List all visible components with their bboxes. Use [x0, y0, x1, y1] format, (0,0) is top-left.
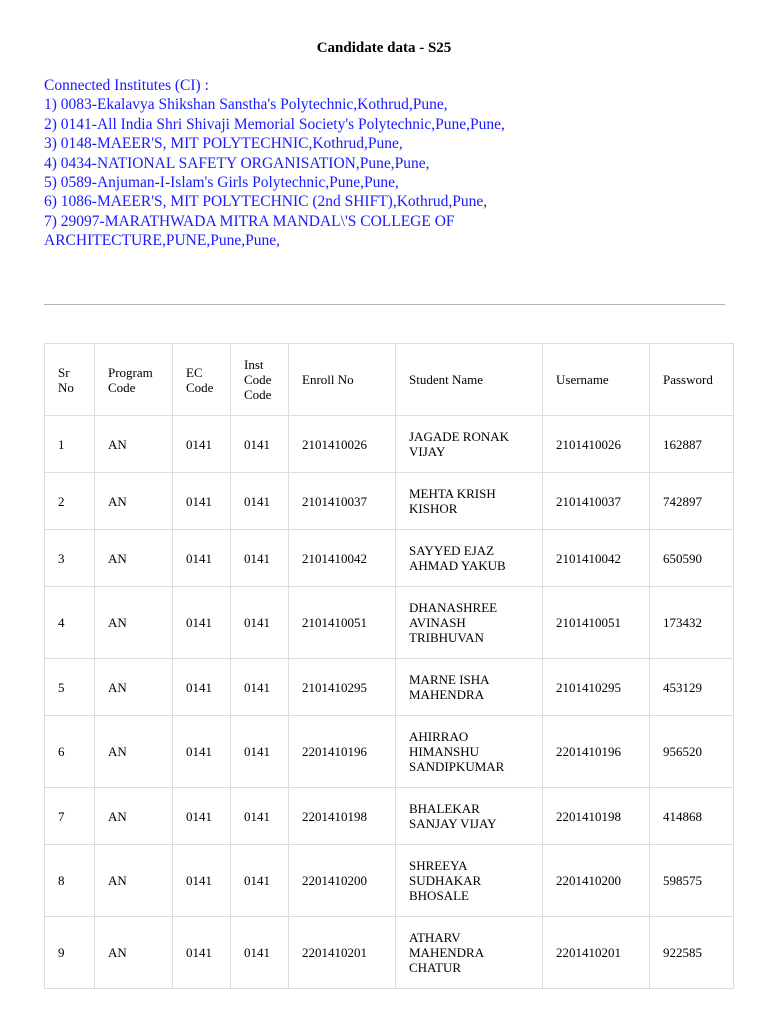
cell-enroll-no: 2201410196 — [289, 716, 396, 788]
header-student-name: Student Name — [396, 344, 543, 416]
cell-enroll-no: 2101410026 — [289, 416, 396, 473]
cell-sr-no: 3 — [45, 530, 95, 587]
cell-ec-code: 0141 — [173, 530, 231, 587]
cell-password: 650590 — [650, 530, 734, 587]
institute-line: 7) 29097-MARATHWADA MITRA MANDAL\'S COLLEGE OF — [44, 212, 455, 230]
cell-ec-code: 0141 — [173, 587, 231, 659]
cell-password: 922585 — [650, 917, 734, 989]
cell-username: 2201410200 — [543, 845, 650, 917]
cell-program-code: AN — [95, 416, 173, 473]
cell-student-name: MEHTA KRISH KISHOR — [396, 473, 543, 530]
cell-ec-code: 0141 — [173, 716, 231, 788]
table-row — [45, 416, 734, 473]
header-password: Password — [650, 344, 734, 416]
cell-sr-no: 9 — [45, 917, 95, 989]
cell-sr-no: 8 — [45, 845, 95, 917]
cell-password: 742897 — [650, 473, 734, 530]
institute-line: 5) 0589-Anjuman-I-Islam's Girls Polytechnic,Pune,Pune, — [44, 174, 399, 192]
cell-student-name: ATHARV MAHENDRA CHATUR — [396, 917, 543, 989]
table-row — [45, 473, 734, 530]
cell-password: 414868 — [650, 788, 734, 845]
cell-program-code: AN — [95, 917, 173, 989]
cell-program-code: AN — [95, 587, 173, 659]
cell-username: 2101410295 — [543, 659, 650, 716]
header-sr-no: Sr No — [45, 344, 95, 416]
cell-enroll-no: 2201410200 — [289, 845, 396, 917]
connected-institutes-heading: Connected Institutes (CI) : — [44, 77, 209, 94]
cell-password: 598575 — [650, 845, 734, 917]
cell-enroll-no: 2101410295 — [289, 659, 396, 716]
cell-username: 2201410198 — [543, 788, 650, 845]
divider — [44, 304, 725, 305]
cell-inst-code: 0141 — [231, 659, 289, 716]
cell-inst-code: 0141 — [231, 416, 289, 473]
cell-inst-code: 0141 — [231, 788, 289, 845]
cell-sr-no: 1 — [45, 416, 95, 473]
cell-student-name: SAYYED EJAZ AHMAD YAKUB — [396, 530, 543, 587]
cell-student-name: AHIRRAO HIMANSHU SANDIPKUMAR — [396, 716, 543, 788]
cell-program-code: AN — [95, 530, 173, 587]
cell-password: 956520 — [650, 716, 734, 788]
cell-sr-no: 7 — [45, 788, 95, 845]
table-row — [45, 716, 734, 788]
candidate-table — [44, 343, 734, 989]
institute-line: 3) 0148-MAEER'S, MIT POLYTECHNIC,Kothrud,Pune, — [44, 135, 403, 153]
cell-inst-code: 0141 — [231, 917, 289, 989]
cell-username: 2201410201 — [543, 917, 650, 989]
cell-student-name: JAGADE RONAK VIJAY — [396, 416, 543, 473]
institute-line: 6) 1086-MAEER'S, MIT POLYTECHNIC (2nd SHIFT),Kothrud,Pune, — [44, 193, 488, 211]
cell-sr-no: 6 — [45, 716, 95, 788]
cell-username: 2101410026 — [543, 416, 650, 473]
cell-sr-no: 4 — [45, 587, 95, 659]
institute-line: 1) 0083-Ekalavya Shikshan Sanstha's Polytechnic,Kothrud,Pune, — [44, 96, 448, 114]
table-row — [45, 659, 734, 716]
cell-enroll-no: 2101410051 — [289, 587, 396, 659]
cell-student-name: BHALEKAR SANJAY VIJAY — [396, 788, 543, 845]
cell-program-code: AN — [95, 788, 173, 845]
cell-ec-code: 0141 — [173, 416, 231, 473]
cell-ec-code: 0141 — [173, 845, 231, 917]
cell-program-code: AN — [95, 659, 173, 716]
cell-program-code: AN — [95, 473, 173, 530]
cell-inst-code: 0141 — [231, 587, 289, 659]
cell-ec-code: 0141 — [173, 788, 231, 845]
page-title: Candidate data - S25 — [316, 40, 452, 56]
institute-line: ARCHITECTURE,PUNE,Pune,Pune, — [44, 232, 280, 250]
cell-inst-code: 0141 — [231, 473, 289, 530]
cell-enroll-no: 2201410201 — [289, 917, 396, 989]
institute-line: 4) 0434-NATIONAL SAFETY ORGANISATION,Pune,Pune, — [44, 154, 430, 172]
cell-student-name: SHREEYA SUDHAKAR BHOSALE — [396, 845, 543, 917]
cell-enroll-no: 2201410198 — [289, 788, 396, 845]
institute-line: 2) 0141-All India Shri Shivaji Memorial Society's Polytechnic,Pune,Pune, — [44, 115, 505, 133]
cell-ec-code: 0141 — [173, 917, 231, 989]
header-inst-code: Inst Code Code — [231, 344, 289, 416]
cell-username: 2101410051 — [543, 587, 650, 659]
cell-inst-code: 0141 — [231, 530, 289, 587]
connected-institutes — [44, 76, 734, 251]
header-program-code: Program Code — [95, 344, 173, 416]
cell-enroll-no: 2101410042 — [289, 530, 396, 587]
cell-sr-no: 5 — [45, 659, 95, 716]
header-enroll-no: Enroll No — [289, 344, 396, 416]
cell-enroll-no: 2101410037 — [289, 473, 396, 530]
header-username: Username — [543, 344, 650, 416]
cell-student-name: DHANASHREE AVINASH TRIBHUVAN — [396, 587, 543, 659]
cell-username: 2101410037 — [543, 473, 650, 530]
table-row — [45, 587, 734, 659]
cell-ec-code: 0141 — [173, 473, 231, 530]
cell-password: 162887 — [650, 416, 734, 473]
header-ec-code: EC Code — [173, 344, 231, 416]
cell-inst-code: 0141 — [231, 845, 289, 917]
cell-username: 2201410196 — [543, 716, 650, 788]
cell-username: 2101410042 — [543, 530, 650, 587]
table-header-row — [45, 344, 734, 416]
table-row — [45, 530, 734, 587]
table-row — [45, 845, 734, 917]
cell-program-code: AN — [95, 716, 173, 788]
cell-password: 453129 — [650, 659, 734, 716]
table-row — [45, 788, 734, 845]
cell-program-code: AN — [95, 845, 173, 917]
cell-sr-no: 2 — [45, 473, 95, 530]
cell-ec-code: 0141 — [173, 659, 231, 716]
table-row — [45, 917, 734, 989]
cell-password: 173432 — [650, 587, 734, 659]
cell-inst-code: 0141 — [231, 716, 289, 788]
cell-student-name: MARNE ISHA MAHENDRA — [396, 659, 543, 716]
